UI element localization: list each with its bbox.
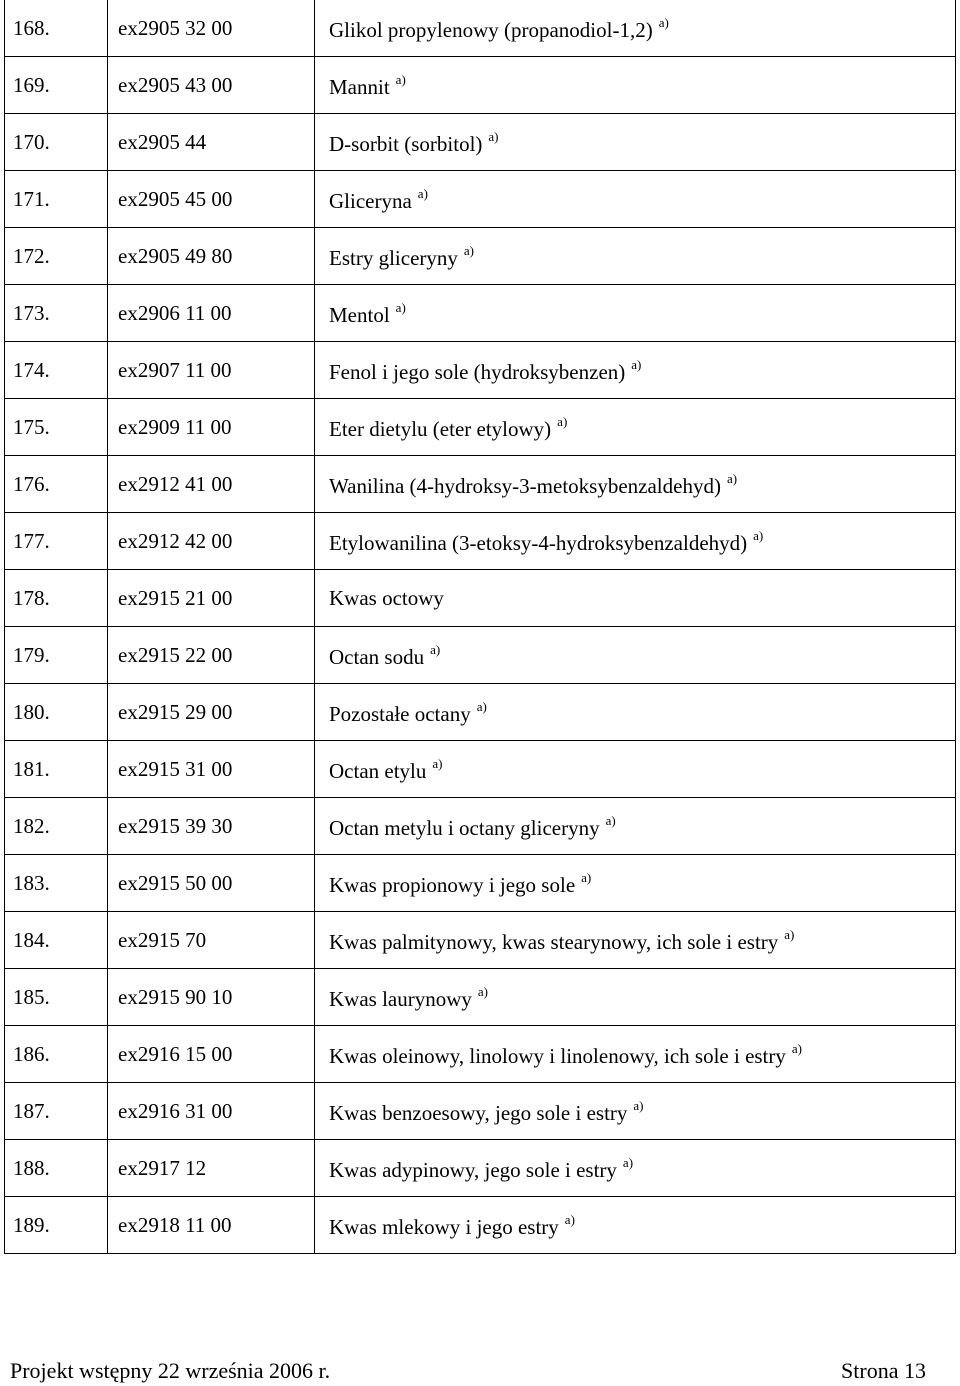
table-row xyxy=(5,969,956,1026)
substance-description-cell xyxy=(315,570,956,627)
footnote-marker: a) xyxy=(463,242,474,258)
substance-description-cell xyxy=(315,285,956,342)
substance-description-cell xyxy=(315,399,956,456)
row-number: 170. xyxy=(5,114,108,171)
substance-description: Kwas benzoesowy, jego sole i estry xyxy=(329,1100,628,1125)
row-number: 180. xyxy=(5,684,108,741)
substance-description: Kwas palmitynowy, kwas stearynowy, ich sole i estry xyxy=(329,929,779,954)
table-row xyxy=(5,114,956,171)
row-number: 189. xyxy=(5,1197,108,1254)
table-row xyxy=(5,912,956,969)
table-row xyxy=(5,627,956,684)
substance-description: Kwas laurynowy xyxy=(329,986,472,1011)
substance-description-cell xyxy=(315,855,956,912)
cn-code: ex2905 45 00 xyxy=(108,171,315,228)
row-number: 186. xyxy=(5,1026,108,1083)
footnote-marker: a) xyxy=(476,698,487,714)
footnote-marker: a) xyxy=(726,470,738,486)
substance-description: D-sorbit (sorbitol) xyxy=(329,131,483,156)
substance-description-cell xyxy=(315,171,956,228)
row-number: 177. xyxy=(5,513,108,570)
table-row xyxy=(5,1140,956,1197)
substance-description: Eter dietylu (eter etylowy) xyxy=(329,416,552,441)
row-number: 188. xyxy=(5,1140,108,1197)
row-number: 171. xyxy=(5,171,108,228)
row-number: 183. xyxy=(5,855,108,912)
footnote-marker: a) xyxy=(581,869,592,885)
substance-description-cell xyxy=(315,1197,956,1254)
footnote-marker: a) xyxy=(488,128,499,144)
footer-draft-date: Projekt wstępny 22 września 2006 r. xyxy=(10,1358,331,1383)
row-number: 181. xyxy=(5,741,108,798)
substance-description-cell xyxy=(315,969,956,1026)
footnote-marker: a) xyxy=(395,299,406,315)
substance-description: Etylowanilina (3-etoksy-4-hydroksybenzaldehyd) xyxy=(329,530,748,555)
substance-description-cell xyxy=(315,456,956,513)
substance-description: Kwas octowy xyxy=(329,585,444,610)
cn-code: ex2906 11 00 xyxy=(108,285,315,342)
row-number: 172. xyxy=(5,228,108,285)
substance-description-cell xyxy=(315,228,956,285)
table-row xyxy=(5,1083,956,1140)
table-row xyxy=(5,399,956,456)
cn-code: ex2905 32 00 xyxy=(108,0,315,57)
footnote-marker: a) xyxy=(432,755,443,771)
row-number: 173. xyxy=(5,285,108,342)
substance-description: Wanilina (4-hydroksy-3-metoksybenzaldehyd) xyxy=(329,473,721,498)
substance-description: Mentol xyxy=(329,302,390,327)
footnote-marker: a) xyxy=(417,185,428,201)
substance-description-cell xyxy=(315,1026,956,1083)
cn-code: ex2915 90 10 xyxy=(108,969,315,1026)
substance-description: Octan sodu xyxy=(329,644,425,669)
row-number: 169. xyxy=(5,57,108,114)
substance-description-cell xyxy=(315,912,956,969)
footnote-marker: a) xyxy=(557,413,568,429)
table-row xyxy=(5,342,956,399)
substance-description: Kwas oleinowy, linolowy i linolenowy, ich sole i estry xyxy=(329,1043,786,1068)
page-footer xyxy=(10,1358,926,1384)
footnote-marker: a) xyxy=(622,1154,634,1170)
footnote-marker: a) xyxy=(395,71,406,87)
row-number: 178. xyxy=(5,570,108,627)
footnote-marker: a) xyxy=(633,1097,644,1113)
substance-description-cell xyxy=(315,342,956,399)
substance-description: Octan metylu i octany gliceryny xyxy=(329,815,600,840)
row-number: 175. xyxy=(5,399,108,456)
document-table-container xyxy=(4,0,956,1254)
row-number: 179. xyxy=(5,627,108,684)
substance-description-cell xyxy=(315,798,956,855)
cn-code: ex2915 22 00 xyxy=(108,627,315,684)
substance-table xyxy=(4,0,956,1254)
footnote-marker: a) xyxy=(784,926,795,942)
substance-description: Kwas mlekowy i jego estry xyxy=(329,1214,559,1239)
substance-description-cell xyxy=(315,627,956,684)
table-body xyxy=(5,0,956,1254)
table-row xyxy=(5,741,956,798)
substance-description: Kwas propionowy i jego sole xyxy=(329,872,576,897)
substance-description: Estry gliceryny xyxy=(329,245,458,270)
cn-code: ex2912 41 00 xyxy=(108,456,315,513)
footnote-marker: a) xyxy=(477,983,488,999)
table-row xyxy=(5,285,956,342)
table-row xyxy=(5,57,956,114)
footnote-marker: a) xyxy=(564,1211,575,1227)
cn-code: ex2915 50 00 xyxy=(108,855,315,912)
footnote-marker: a) xyxy=(631,356,642,372)
substance-description-cell xyxy=(315,1083,956,1140)
table-row xyxy=(5,0,956,57)
table-row xyxy=(5,684,956,741)
substance-description-cell xyxy=(315,1140,956,1197)
cn-code: ex2916 31 00 xyxy=(108,1083,315,1140)
row-number: 168. xyxy=(5,0,108,57)
cn-code: ex2918 11 00 xyxy=(108,1197,315,1254)
substance-description: Kwas adypinowy, jego sole i estry xyxy=(329,1157,617,1182)
footnote-marker: a) xyxy=(791,1040,802,1056)
row-number: 187. xyxy=(5,1083,108,1140)
substance-description: Fenol i jego sole (hydroksybenzen) xyxy=(329,359,626,384)
row-number: 185. xyxy=(5,969,108,1026)
table-row xyxy=(5,798,956,855)
footnote-marker: a) xyxy=(605,812,616,828)
footer-page-number: Strona 13 xyxy=(841,1358,926,1383)
substance-description-cell xyxy=(315,513,956,570)
substance-description: Glikol propylenowy (propanodiol-1,2) xyxy=(329,17,653,42)
table-row xyxy=(5,513,956,570)
substance-description: Gliceryna xyxy=(329,188,412,213)
cn-code: ex2907 11 00 xyxy=(108,342,315,399)
footnote-marker: a) xyxy=(658,14,669,30)
footnote-marker: a) xyxy=(753,527,764,543)
cn-code: ex2915 29 00 xyxy=(108,684,315,741)
table-row xyxy=(5,570,956,627)
substance-description-cell xyxy=(315,57,956,114)
footnote-marker: a) xyxy=(430,641,441,657)
table-row xyxy=(5,855,956,912)
row-number: 176. xyxy=(5,456,108,513)
cn-code: ex2905 44 xyxy=(108,114,315,171)
table-row xyxy=(5,1026,956,1083)
cn-code: ex2915 39 30 xyxy=(108,798,315,855)
substance-description-cell xyxy=(315,741,956,798)
cn-code: ex2905 43 00 xyxy=(108,57,315,114)
cn-code: ex2912 42 00 xyxy=(108,513,315,570)
substance-description-cell xyxy=(315,684,956,741)
table-row xyxy=(5,456,956,513)
substance-description: Mannit xyxy=(329,74,390,99)
row-number: 182. xyxy=(5,798,108,855)
substance-description: Pozostałe octany xyxy=(329,701,471,726)
substance-description: Octan etylu xyxy=(329,758,427,783)
cn-code: ex2915 21 00 xyxy=(108,570,315,627)
cn-code: ex2915 31 00 xyxy=(108,741,315,798)
cn-code: ex2916 15 00 xyxy=(108,1026,315,1083)
cn-code: ex2909 11 00 xyxy=(108,399,315,456)
cn-code: ex2915 70 xyxy=(108,912,315,969)
substance-description-cell xyxy=(315,114,956,171)
table-row xyxy=(5,228,956,285)
cn-code: ex2917 12 xyxy=(108,1140,315,1197)
row-number: 184. xyxy=(5,912,108,969)
row-number: 174. xyxy=(5,342,108,399)
table-row xyxy=(5,1197,956,1254)
cn-code: ex2905 49 80 xyxy=(108,228,315,285)
substance-description-cell xyxy=(315,0,956,57)
table-row xyxy=(5,171,956,228)
